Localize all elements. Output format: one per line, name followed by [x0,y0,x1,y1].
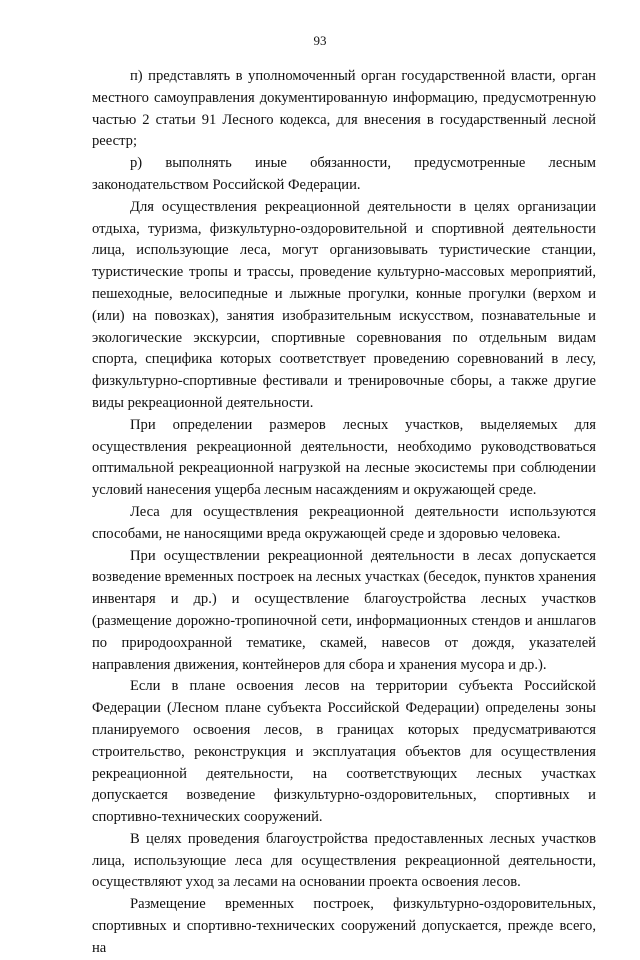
paragraph-item-p: п) представлять в уполномоченный орган государственной власти, орган местного самоуправления документированную информацию, предусмотренную частью 2 статьи 91 Лесного кодекса, для внесения в государственный лесной реестр; [92,68,596,150]
paragraph-methods: Леса для осуществления рекреационной деятельности используются способами, не наносящими вреда окружающей среде и здоровью человека. [92,503,596,542]
paragraph-planning-zones: Если в плане освоения лесов на территории субъекта Российской Федерации (Лесном плане субъекта Российской Федерации) определены зоны планируемого освоения лесов, в границах которых предусматриваются строительство, реконструкция и эксплуатация объектов для осуществления рекреационной деятельности, на соответствующих лесных участках допускается возведение физкультурно-оздоровительных, спортивных и спортивно-технических сооружений. [92,678,596,826]
paragraph-recreation-activities: Для осуществления рекреационной деятельности в целях организации отдыха, туризма, физкультурно-оздоровительной и спортивной деятельности лица, использующие леса, могут организовывать туристические станции, туристические тропы и трассы, проведение культурно-массовых мероприятий, пешеходные, велосипедные и лыжные прогулки, конные прогулки (верхом и (или) на повозках), занятия изобразительным искусством, познавательные и экологические экскурсии, спортивные соревнования по отдельным видам спорта, специфика которых соответствует проведению соревнований в лесу, физкультурно-спортивные фестивали и тренировочные сборы, а также другие виды рекреационной деятельности. [92,198,596,411]
page-body [92,66,596,960]
paragraph-plot-sizes: При определении размеров лесных участков, выделяемых для осуществления рекреационной деятельности, необходимо руководствоваться оптимальной рекреационной нагрузкой на лесные экосистемы при соблюдении условий нанесения ущерба лесным насаждениям и окружающей среде. [92,416,596,499]
paragraph-placement: Размещение временных построек, физкультурно-оздоровительных, спортивных и спортивно-технических сооружений допускается, прежде всего, на [92,896,596,956]
page-number: 93 [313,33,327,48]
paragraph-item-r: р) выполнять иные обязанности, предусмотренные лесным законодательством Российской Федерации. [92,155,596,193]
paragraph-forest-care: В целях проведения благоустройства предоставленных лесных участков лица, использующие леса для осуществления рекреационной деятельности, осуществляют уход за лесами на основании проекта освоения лесов. [92,830,596,891]
paragraph-temporary-buildings: При осуществлении рекреационной деятельности в лесах допускается возведение временных построек на лесных участках (беседок, пунктов хранения инвентаря и др.) и осуществление благоустройства лесных участков (размещение дорожно-тропиночной сети, информационных стендов и аншлагов по природоохранной тематике, скамей, навесов от дождя, указателей направления движения, контейнеров для сбора и хранения мусора и др.). [92,547,596,673]
